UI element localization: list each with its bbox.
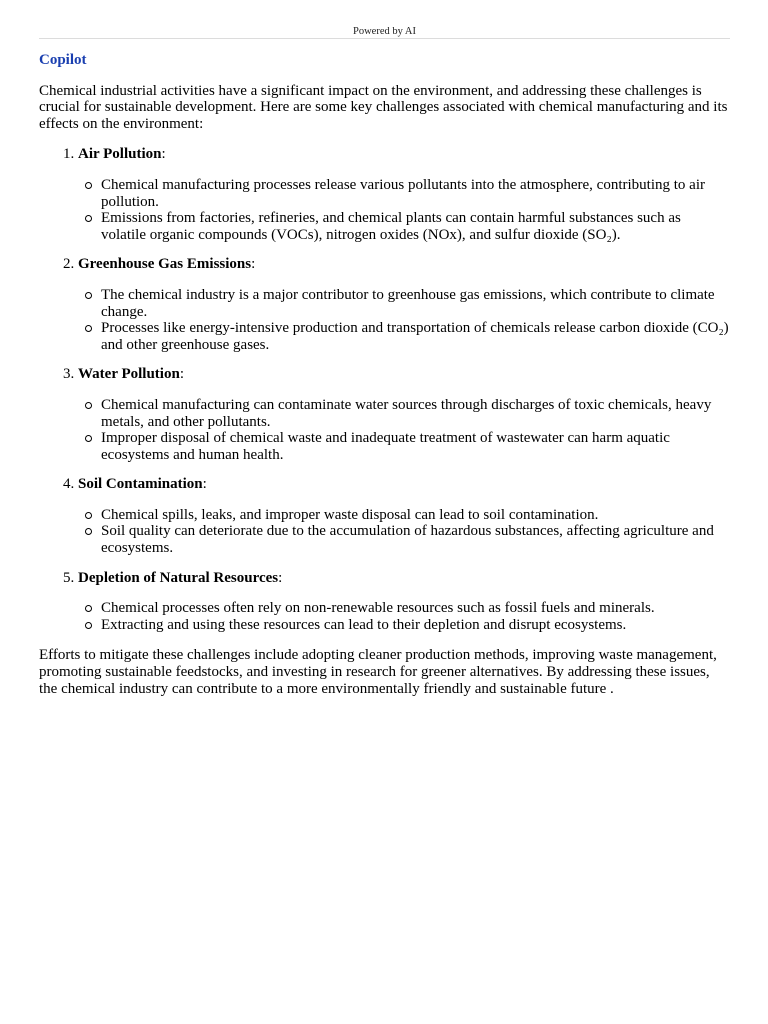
point-text: Chemical spills, leaks, and improper waste disposal can lead to soil contamination. bbox=[101, 506, 599, 523]
point-list bbox=[63, 397, 729, 463]
section-heading: 2. Greenhouse Gas Emissions: bbox=[63, 256, 256, 273]
circle-bullet-icon bbox=[85, 528, 92, 535]
challenge-section bbox=[63, 570, 729, 634]
challenge-list bbox=[39, 146, 729, 633]
list-item bbox=[101, 397, 729, 430]
challenge-section bbox=[63, 366, 729, 463]
intro-paragraph: Chemical industrial activities have a significant impact on the environment, and addressing these challenges is crucial for sustainable development. Here are some key challenges associated with chemical manufacturing and its effects on the environment: bbox=[39, 82, 728, 132]
section-heading: 4. Soil Contamination: bbox=[63, 476, 207, 493]
circle-bullet-icon bbox=[85, 622, 92, 629]
circle-bullet-icon bbox=[85, 435, 92, 442]
list-item bbox=[101, 430, 729, 463]
section-number: 4. bbox=[63, 476, 75, 493]
conclusion-paragraph: Efforts to mitigate these challenges include adopting cleaner production methods, improving waste management, promoting sustainable feedstocks, and investing in research for greener alternatives. By addressing these issues, the chemical industry can contribute to a more environmentally friendly and sustainable future . bbox=[39, 647, 717, 697]
circle-bullet-icon bbox=[85, 512, 92, 519]
circle-bullet-icon bbox=[85, 182, 92, 189]
circle-bullet-icon bbox=[85, 325, 92, 332]
list-item bbox=[101, 177, 729, 210]
section-title: Water Pollution bbox=[78, 366, 180, 383]
list-item bbox=[101, 600, 729, 617]
point-text: Improper disposal of chemical waste and inadequate treatment of wastewater can harm aquatic ecosystems and human health. bbox=[101, 430, 670, 463]
section-number: 2. bbox=[63, 256, 75, 273]
point-list bbox=[63, 177, 729, 243]
point-text: Chemical manufacturing can contaminate water sources through discharges of toxic chemicals, heavy metals, and other pollutants. bbox=[101, 396, 712, 430]
point-text: The chemical industry is a major contributor to greenhouse gas emissions, which contribute to climate change. bbox=[101, 286, 715, 320]
challenge-section bbox=[63, 146, 729, 243]
circle-bullet-icon bbox=[85, 605, 92, 612]
circle-bullet-icon bbox=[85, 402, 92, 409]
point-text: Chemical manufacturing processes release various pollutants into the atmosphere, contributing to air pollution. bbox=[101, 176, 705, 210]
challenge-section bbox=[63, 256, 729, 353]
section-title: Depletion of Natural Resources bbox=[78, 569, 279, 586]
section-number: 3. bbox=[63, 366, 75, 383]
section-heading: 5. Depletion of Natural Resources: bbox=[63, 569, 283, 586]
point-text: Processes like energy-intensive production and transportation of chemicals release carbon dioxide (CO₂) and other greenhouse gases. bbox=[101, 320, 729, 353]
powered-by-text: Powered by AI bbox=[353, 26, 416, 37]
page-header bbox=[39, 0, 730, 39]
section-number: 5. bbox=[63, 569, 75, 586]
list-item bbox=[101, 287, 729, 320]
point-text: Emissions from factories, refineries, and chemical plants can contain harmful substances such as volatile organic compounds (VOCs), nitrogen oxides (NOx), and sulfur dioxide (SO₂). bbox=[101, 210, 681, 243]
list-item bbox=[101, 507, 729, 524]
document-body bbox=[39, 52, 729, 697]
circle-bullet-icon bbox=[85, 292, 92, 299]
list-item bbox=[101, 320, 729, 353]
section-title: Soil Contamination bbox=[78, 476, 203, 493]
point-list bbox=[63, 507, 729, 557]
section-title: Air Pollution bbox=[78, 146, 162, 163]
list-item bbox=[101, 523, 729, 556]
section-title: Greenhouse Gas Emissions bbox=[78, 256, 252, 273]
circle-bullet-icon bbox=[85, 215, 92, 222]
point-text: Chemical processes often rely on non-renewable resources such as fossil fuels and minerals. bbox=[101, 600, 655, 617]
point-list bbox=[63, 287, 729, 353]
page-title: Copilot bbox=[39, 52, 87, 68]
point-text: Soil quality can deteriorate due to the accumulation of hazardous substances, affecting agriculture and ecosystems. bbox=[101, 523, 714, 557]
section-heading: 3. Water Pollution: bbox=[63, 366, 184, 383]
list-item bbox=[101, 210, 729, 243]
challenge-section bbox=[63, 476, 729, 556]
point-text: Extracting and using these resources can lead to their depletion and disrupt ecosystems. bbox=[101, 616, 627, 633]
section-heading: 1. Air Pollution: bbox=[63, 146, 166, 163]
list-item bbox=[101, 617, 729, 634]
section-number: 1. bbox=[63, 146, 75, 163]
point-list bbox=[63, 600, 729, 633]
